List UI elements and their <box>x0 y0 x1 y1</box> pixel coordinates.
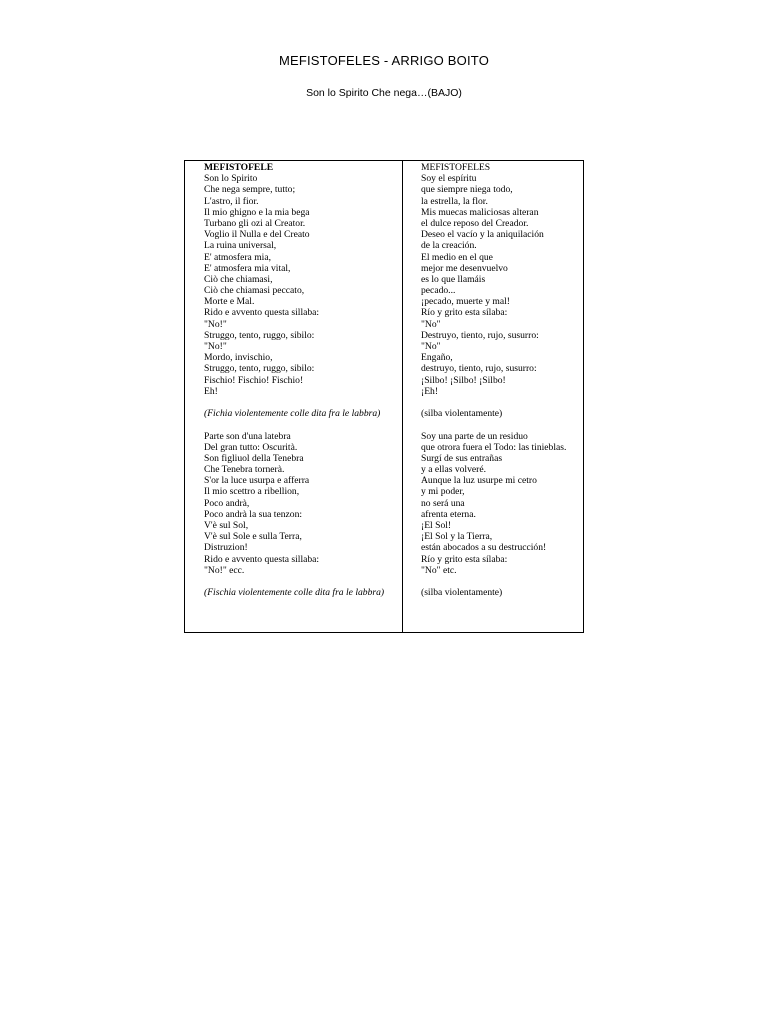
lyric-line: Il mio scettro a ribellion, <box>204 486 300 498</box>
page-title: MEFISTOFELES - ARRIGO BOITO <box>278 53 490 68</box>
lyric-line: ¡El Sol! <box>421 520 452 531</box>
lyric-line: Surgí de sus entrañas <box>421 452 503 464</box>
lyric-line: Deseo el vacío y la aniquilación <box>421 229 544 241</box>
lyric-line: Soy una parte de un residuo <box>421 430 528 442</box>
lyric-line: ¡Silbo! ¡Silbo! ¡Silbo! <box>421 374 506 386</box>
blank-line <box>204 419 402 430</box>
lyric-line: Río y grito esta sílaba: <box>421 307 508 319</box>
lyric-line: Rido e avvento questa sillaba: <box>204 553 320 565</box>
lyric-line: Aunque la luz usurpe mi cetro <box>421 475 537 487</box>
lyric-line: Ciò che chiamasi peccato, <box>204 285 305 297</box>
lyric-line: "No" <box>421 341 441 352</box>
italian-lyrics-column <box>185 161 403 632</box>
lyric-line: (silba violentamente) <box>421 587 503 599</box>
lyric-line: Struggo, tento, ruggo, sibilo: <box>204 329 315 341</box>
lyric-line: Che Tenebra tornerà. <box>204 464 285 476</box>
lyric-line: Ciò che chiamasi, <box>204 273 273 285</box>
lyric-line: V'è sul Sol, <box>204 520 249 531</box>
lyric-line: Voglio il Nulla e del Creato <box>204 229 310 241</box>
lyric-line: V'è sul Sole e sulla Terra, <box>204 531 302 543</box>
lyric-line: (silba violentamente) <box>421 408 503 420</box>
lyric-line: destruyo, tiento, rujo, susurro: <box>421 363 537 375</box>
lyric-line: pecado... <box>421 285 456 297</box>
lyric-line: ¡Eh! <box>421 385 439 397</box>
lyric-line: MEFISTOFELES <box>421 162 491 173</box>
lyric-line: y a ellas volveré. <box>421 464 486 476</box>
lyric-line: S'or la luce usurpa e afferra <box>204 475 310 487</box>
lyric-line: El medio en el que <box>421 251 493 263</box>
lyric-line: "No!" ecc. <box>204 564 245 576</box>
lyric-line: Che nega sempre, tutto; <box>204 184 296 196</box>
lyric-line: "No" <box>421 318 441 330</box>
lyric-line: Soy el espíritu <box>421 173 477 185</box>
lyric-line: Mordo, invischio, <box>204 352 273 364</box>
lyric-line: "No!" <box>204 341 227 352</box>
spanish-lyrics-column <box>403 161 583 632</box>
lyric-line: Fischio! Fischio! Fischio! <box>204 374 304 386</box>
lyric-line: mejor me desenvuelvo <box>421 262 508 274</box>
lyric-line: de la creación. <box>421 240 477 252</box>
lyric-line: Parte son d'una latebra <box>204 430 291 442</box>
lyric-line: E' atmosfera mia, <box>204 251 271 263</box>
lyric-line: Son figliuol della Tenebra <box>204 452 304 464</box>
lyric-line: afrenta eterna. <box>421 508 476 520</box>
lyric-line: Son lo Spirito <box>204 173 258 185</box>
lyric-line: Il mio ghigno e la mia bega <box>204 206 310 218</box>
lyric-line: Del gran tutto: Oscurità. <box>204 441 298 453</box>
lyric-line: la estrella, la flor. <box>421 195 488 207</box>
lyric-line: Río y grito esta sílaba: <box>421 553 508 565</box>
lyric-line: están abocados a su destrucción! <box>421 542 547 554</box>
lyric-line: el dulce reposo del Creador. <box>421 217 529 229</box>
lyric-line: (Fischia violentemente colle dita fra le labbra) <box>204 587 385 599</box>
lyric-line: Engaño, <box>421 352 453 364</box>
lyric-line: no será una <box>421 497 465 509</box>
lyric-line: Struggo, tento, ruggo, sibilo: <box>204 363 315 375</box>
lyric-line: Mis muecas maliciosas alteran <box>421 206 539 218</box>
lyric-line: E' atmosfera mia vital, <box>204 262 291 274</box>
lyric-line: y mi poder, <box>421 486 465 498</box>
lyric-line: Poco andrà la sua tenzon: <box>204 508 303 520</box>
lyric-line: ¡pecado, muerte y mal! <box>421 296 510 308</box>
lyric-line: Morte e Mal. <box>204 296 255 308</box>
lyric-line: "No!" <box>204 318 227 330</box>
lyric-line: ¡El Sol y la Tierra, <box>421 531 493 543</box>
lyric-line: Turbano gli ozi al Creator. <box>204 217 306 229</box>
blank-line <box>204 576 402 587</box>
lyric-line: (Fichia violentemente colle dita fra le labbra) <box>204 408 381 420</box>
lyric-line: MEFISTOFELE <box>204 162 274 173</box>
lyric-line: Rido e avvento questa sillaba: <box>204 307 320 319</box>
lyric-line: Distruzion! <box>204 542 248 554</box>
lyric-line: La ruina universal, <box>204 240 277 252</box>
lyric-line: "No" etc. <box>421 564 457 576</box>
lyric-line: que siempre niega todo, <box>421 184 513 196</box>
lyric-line: Eh! <box>204 385 218 397</box>
page-subtitle: Son lo Spirito Che nega…(BAJO) <box>306 87 462 99</box>
blank-line <box>204 397 402 408</box>
lyric-line: Poco andrà, <box>204 497 250 509</box>
lyric-line: es lo que llamáis <box>421 273 486 285</box>
lyric-line: que otrora fuera el Todo: las tinieblas. <box>421 441 567 453</box>
blank-line <box>421 397 583 408</box>
lyric-line: L'astro, il fior. <box>204 195 259 207</box>
lyrics-table <box>184 160 584 633</box>
blank-line <box>421 419 583 430</box>
lyric-line: Destruyo, tiento, rujo, susurro: <box>421 329 539 341</box>
blank-line <box>421 576 583 587</box>
